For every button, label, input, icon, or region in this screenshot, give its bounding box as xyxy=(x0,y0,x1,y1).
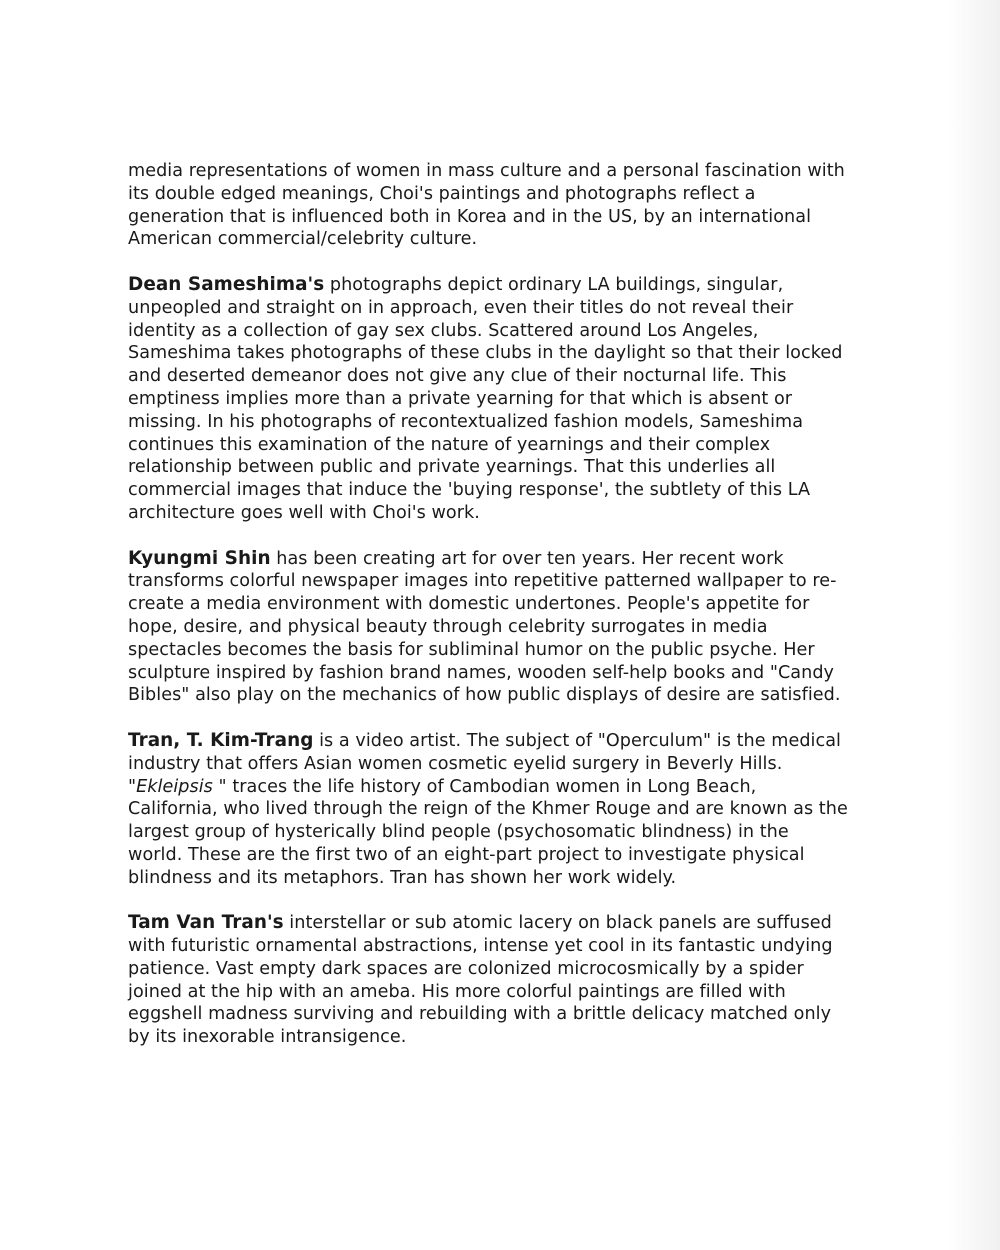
artist-name: Tam Van Tran's xyxy=(128,912,284,934)
paragraph-text: interstellar or sub atomic lacery on black panels are suffused with futuristic ornamental abstractions, intense yet cool in its fantastic undying patience. Vast empty dark spaces are colonized microcosmically by a spider joined at the hip with an ameba. His more colorful paintings are filled with eggshell madness surviving and rebuilding with a brittle delicacy matched only by its inexorable intransigence. xyxy=(128,913,833,1048)
paragraph-text: is a video artist. The subject of "Operculum" is the medical industry that offers Asian women cosmetic eyelid surgery in Beverly Hills. xyxy=(128,730,841,774)
paragraph-choi xyxy=(128,160,848,251)
paragraph-text: photographs depict ordinary LA buildings, singular, unpeopled and straight on in approach, even their titles do not reveal their identity as a collection of gay sex clubs. Scattered around Los Angeles, Sameshima takes photographs of these clubs in the daylight so that their locked and deserted demeanor does not give any clue of their nocturnal life. This emptiness implies more than a private yearning for that which is absent or missing. In his photographs of recontextualized fashion models, Sameshima continues this examination of the nature of yearnings and their complex relationship between public and private yearnings. That this underlies all commercial images that induce the 'buying response', the subtlety of this LA architecture goes well with Choi's work. xyxy=(128,274,843,523)
paragraph-shin xyxy=(128,548,848,708)
artist-name: Dean Sameshima's xyxy=(128,273,325,295)
paragraph-tam-van-tran xyxy=(128,912,848,1049)
paragraph-sameshima xyxy=(128,274,848,525)
paragraph-tran-kim-trang xyxy=(128,730,848,890)
artist-name: Tran, T. Kim-Trang xyxy=(128,729,314,751)
paragraph-text: media representations of women in mass culture and a personal fascination with its double edged meanings, Choi's paintings and photographs reflect a generation that is influenced both in Korea and in the US, by an international American commercial/celebrity culture. xyxy=(128,161,845,250)
paragraph-text: has been creating art for over ten years. Her recent work transforms colorful newspaper images into repetitive patterned wallpaper to re-create a media environment with domestic undertones. People's appetite for hope, desire, and physical beauty through celebrity surrogates in media spectacles becomes the basis for subliminal humor on the public psyche. Her sculpture inspired by fashion brand names, wooden self-help books and "Candy Bibles" also play on the mechanics of how public displays of desire are satisfied. xyxy=(128,548,841,706)
page-edge-shadow xyxy=(948,0,1000,1250)
paragraph-text: " traces the life history of Cambodian women in Long Beach, California, who lived through the reign of the Khmer Rouge and are known as the largest group of hysterically blind people (psychosomatic blindness) in the world. These are the first two of an eight-part project to investigate physical blindness and its metaphors. Tran has shown her work widely. xyxy=(128,776,848,888)
document-body xyxy=(128,160,848,1072)
work-title: "Ekleipsis xyxy=(128,776,213,797)
artist-name: Kyungmi Shin xyxy=(128,547,271,569)
